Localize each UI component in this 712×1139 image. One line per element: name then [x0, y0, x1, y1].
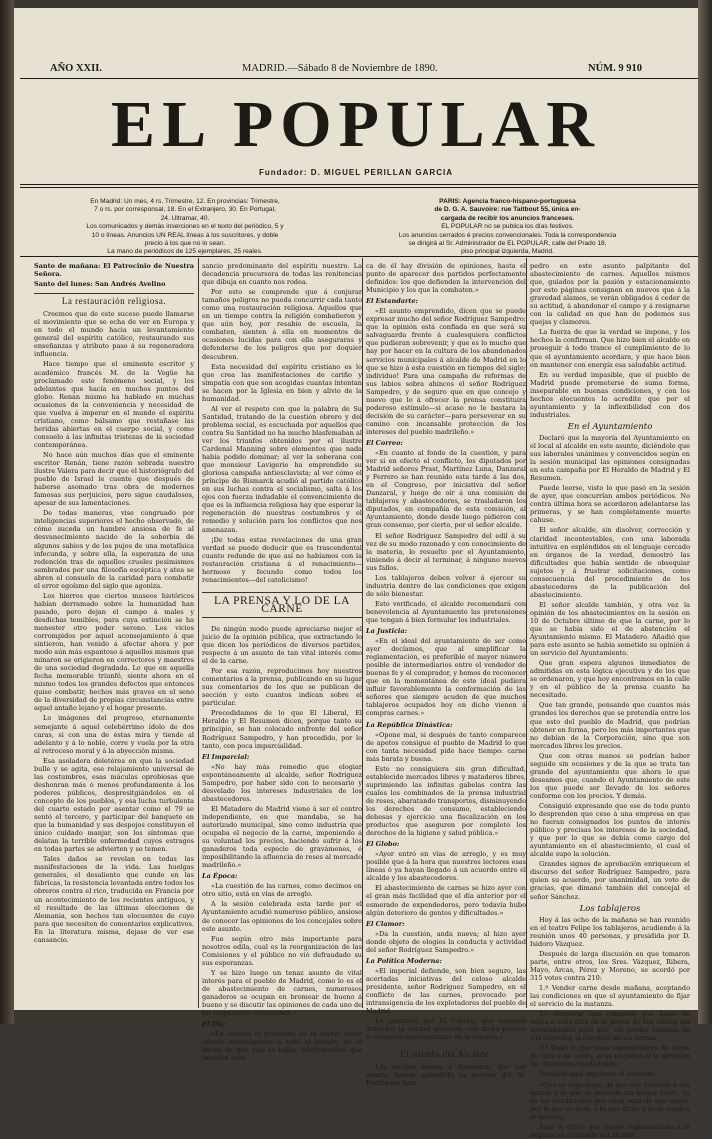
paragraph: Lo imágenes del progreso, eternamente semejante á aquel celebérrimo ídolo de dos caras, si con una de éstas mira y tiende al adelanto y á lo noble, corre y vuela por la otra al retroceso moral y á la abyección misma. — [34, 714, 194, 755]
paragraph: Hace tiempo que el eminente escritor y académico francés M. de la Vogüe ha proclamado este fenómeno social, y los adelantos que hacía en muchos puntos del globo. Renán mismo ha hablado en muchas ocasiones de la conveniencia y necesidad de que vuelva á imperar en el mundo el espíritu cristiano, como bálsamo que restañase las heridas abiertas en el cuerpo social, y como consuelo á las infinitas tristezas de la sociedad contemporánea. — [34, 360, 194, 449]
paragraph: En su verdad impasible, que el pueblo de Madrid puede prometerse de suma forma, inseparable en buenas condiciones, y con los hechos elocuentes lo acredite que por el ayuntamiento y la inflexibilidad con dos industriales. — [530, 370, 690, 419]
section-label: La Justicia: — [366, 627, 408, 636]
paragraph: El señor Rodríguez Sampedro del edil á su vez de su modo razonado y con conocimiento de la materia, lo resuelto por el Ayuntamiento, viniendo á decir al terminar, á ninguno nuevos sus fallos. — [366, 531, 526, 572]
paragraph: Consiguió expresando que ese de todo punto lo desprenden que ceso á una empresa en que no fueran consignados los puntos de interés público y precisas los intereses de la sociedad, y que por lo que se debía como cargo del ayuntamiento en el abastecimiento, el cual el alcalde supo la solución. — [530, 802, 690, 859]
paragraph: Y se hizo luego un tenaz asunto de vital interés para el pueblo de Madrid, como lo es el de abastecimiento de carnes, numerosos ganaderos se ocupan en bromear de bueno á bueno y se discutir las opiniones de cada uno de los respectivos Comisiones.» — [202, 968, 362, 1018]
agency-line: PARIS: Agencia franco-hispano-portuguesa — [439, 198, 576, 205]
paragraph: Que tan grande, pensando que cuantos más grandes los derechos que se pretendía entre los que esto del pueblo de Madrid, que podrían obtener en forma, pero los más importantes que no debían de la Corporación, sino que son mercados libres los precios. — [530, 701, 690, 750]
paragraph: «En cuanto al fondo de la cuestión, y para ver si en efecto el conflicto, los diputados por Madrid señores Prast, Martínez Luna, Danzaral y Ferrero se han reunido esta tarde á las dos, en el Congreso, por iniciativa del señor Danzaral, y luego de oír á una comisión de tablajeros y abastecedores, se trasladaron los diputados, en compañía de esta comisión, al Ayuntamiento, donde desde luego pidieron con gran consenso, por cierto, por el señor alcalde. — [366, 449, 526, 530]
subscription-info — [40, 198, 330, 257]
column-rule — [526, 258, 527, 1008]
section-label: La República Dinástica: — [366, 720, 453, 729]
agency-line: cargada de recibir los anuncios franceses. — [440, 214, 575, 222]
paragraph: El Matadero de Madrid viene á ser el centro independiente, en que mandaba, se ha autorizado municipal, sino como industria que ocupaba el negocio de la carne, imponiendo á su voluntad los precios, haciendo sufrir á los ganaderos toda especie de gravámenes, é imposibilitando la afluencia de reses al mercado madrileño.» — [202, 804, 362, 870]
agency-line: piso principal izquierda, Madrid. — [461, 248, 554, 256]
paragraph: ca de él hay división de opiniones, hasta el punto de aparecer dos partidos perfectamente definidos: los que defienden la intervención del Municipio y los que la combaten.» — [366, 262, 526, 295]
paragraph: Por esa razón, reproducimos hoy nuestros comentarios á la prensa, publicando en su lugar sus comentarios de los que se publican de sección y esto cuantos indican sobre el particular. — [202, 667, 362, 708]
founder-line: Fundador: D. MIGUEL PERILLAN GARCIA — [259, 168, 453, 177]
paragraph: «La cuestión de las carnes, como decimos en otro sitio, está en vías de arreglo. — [202, 882, 362, 899]
paragraph: El señor alcalde, sin disolver, corrección y claridad incontestables, con una laborada intuitiva en espléndidos en el lenguaje cercado en órganos de la verdad, demostró las dificultades que había sentido de obsequiar sujetos y á frustrar solicitaciones, como consecuencia del procedimiento de los abastecedores de la publicación del abastecimiento. — [530, 526, 690, 599]
saint-notice-monday: Santo del lunes: San Andrés Avelino — [34, 280, 166, 289]
subscription-line: precio á los que no lo sean. — [144, 240, 226, 248]
section-label: El Día: — [202, 1020, 227, 1029]
section-label: La Época: — [202, 872, 238, 881]
paragraph: «Opone mal, si después de tanto comparece de apetos consigue el pueblo de Madrid lo que con tanta necesidad pide hace tiempo: carne más barata y buena. — [366, 730, 526, 763]
paragraph: No hace aún muchos días que el eminente escritor Renán, tiene razón sobrada nuestro ilustre Valera para decir que el historiógrafo del pueblo de Israel le cuente que después de haberse asomado tras obra de modernos famosas sus perjuicios, pero sigue caudalosos, apesar de sus lamentaciones. — [34, 450, 194, 508]
paragraph: De todas maneras, vise congruado por inteligencias superiores el hecho observado, de cómo suceda un hambre ansiosa de fe al desvanecimiento nacido de la soberbia de algunos sabios y de los pujos de una metafísica infecunda, y sobre ella, la esperanza de una redención tras de aquellos crueles pesimismos sembrados por una filosofía escéptica y atea se abren el consuelo de la caridad para combatir el error egoísmo del siglo que agoniza. — [34, 509, 194, 590]
paragraph: A la sesión celebrada esta tarde por el Ayuntamiento acudió numeroso público, ansioso de conocer las opiniones de los concejales sobre este asunto. — [202, 900, 362, 933]
paragraph: Grandes signos de aprobación enriquecen el discurso del señor Rodríguez Sampedro, para quien su acuerdo, por unanimidad, un voto de gracias, que dimanó también del concejal el señor Sánchez. — [530, 860, 690, 901]
subscription-line: 24. Ultramar, 40. — [160, 214, 210, 222]
paragraph: También aquí siguieron el acuerdo: — [539, 1070, 656, 1079]
section-label: El Clamor: — [366, 919, 405, 928]
paragraph: «El imperial defiende, son bien seguro, las acertadas iniciativas del celoso alcalde presidente, señor Rodríguez Sampedro, en el conflicto de las carnes, provocado por intransigencia de los explotadores del pueblo de Madrid. — [366, 966, 526, 1016]
paragraph: «Que se exija pues, de que esa tuvieran á sus gastos y lo que se proceda sin mayor costo, ya en las condiciones que sean aquí de que aquel, por lo que es bien, ó lo que dicho y lo de sigan a el arreglo. — [530, 1080, 690, 1121]
subscription-line: En Madrid: Un mes, 4 rs. Trimestre, 12. En provincias: Trimestre, — [90, 198, 280, 205]
section-label: La Política Moderna: — [366, 956, 442, 965]
dateline: MADRID.—Sábado 8 de Noviembre de 1890. — [242, 63, 438, 74]
paragraph: «No hay más remedio que elogiar espontáneamente al alcalde, señor Rodríguez Sampedro, por haber sido con lo necesario y desvelado los intereses industriales de los abastecedores. — [202, 762, 362, 803]
paragraph: pedro en este asunto palpitante del abastecimiento de carnes. Aquellos mismos que, guiados por la pasión y estacionamiento por esto páginas consignen en nuevos que á la gravedad alamos, se verán obligados á ceder de su actitud, á abandonar el campo y á resignarse con la calidad en que han de podemos sus quejas y clamores. — [530, 262, 690, 327]
paragraph: Los tablajeros deben volver á ejercer su industria dentro de las condiciones que exigen de sólo bienestar. — [366, 573, 526, 598]
paragraph: Precedidamos de lo que El Liberal, El Heraldo y El Resumen dicen, porque tanto su principio, se han colocado enfrente del señor Rodríguez Sampedro, y han procedido, por lo tanto, con poca imparcialidad. — [202, 709, 362, 750]
header-rule — [20, 78, 698, 79]
paragraph: Al ver el respeto con que la palabra de Su Santidad, tratando de la cuestión obrero y del problema social, es escuchada por aquellos que contra Su Santidad no ha mucho blasfemaban al ver los triunfos obtenidos por el ilustre Cardenal Manning sobre elementos que nada había podido dominar; al ver la soberana con que monsieur Lavigerie ha emprendido su gloriosa campaña antiesclavista; al ver cómo el príncipe de Bismarck acudió al partido católico en sus luchas contra el socialismo, salta á los ojos con fuerza indudable el convencimiento de que es la influencia religiosa hay que esperar la regeneración de nuestras costumbres y el remedio y solución para los conflictos que nos amenazan. — [202, 404, 363, 534]
paragraph: Fue según otro más importante para nosotros edila, cual es la reorganización de las Comisiones y el público no vió defraudado su sus esperanzas. — [202, 934, 362, 967]
paragraph: sancio predominante del espíritu nuestro. La decadencia precursora de todas las renitencias que dibuja en cuanto nos rodea. — [202, 262, 362, 287]
rule-top — [20, 184, 698, 185]
paragraph: «Ayer entró en vías de arreglo, y es muy posible que á la hora que nuestros lectores esas líneas ó ya hayan llegado á un acuerdo entre el alcalde y los abastecedores. — [366, 850, 526, 883]
paragraph: Lo sentimos por El Correo, que asemeja defender la verdad absoluta, con dicha porque le conserva representante de la compra.» — [366, 1017, 526, 1042]
paragraph: De ningún modo puede apreciarse mejor el juicio de la opinión pública, que extractando lo que dicen los periódicos de diversos partidos, respecto á un asunto de tan vital interés como el de la carne. — [202, 624, 362, 666]
section-label: El Estandarte: — [366, 297, 418, 306]
paragraph: Creemos que de este suceso puede llamarse el movimiento que se echa de ver en Europa y en todo el mundo hacia un levantamiento general del espíritu católico, restaurando sus enseñanzas y atributo paso á su regeneradora influencia. — [34, 310, 194, 359]
paragraph: Los hechos vienen á demostrar que tan cuanto hemos aplaudido la gestión del Sr. Rodríguez Sam- — [366, 1063, 526, 1088]
paragraph: La fuerza de que la verdad se impone, y los hechos la confirman. Que hizo bien el alcalde en proseguir á todo trance el cumplimiento de lo que el ayuntamiento acordara, y que hace bien en mantener con energía esa saludable actitud. — [530, 328, 690, 369]
paragraph: Puede leerse, visto lo que pasó en la sesión de ayer, que concurrían ambos periódicos. No contra última hora se acordaron adelantarse las primeras, y se han completamente muerto cahuse. — [530, 484, 690, 525]
agency-info — [365, 198, 650, 257]
subsection-title: En el Ayuntamiento — [567, 421, 653, 432]
agency-line: de D. G. A. Sauvoire: rue Taitbout 55, única en- — [434, 206, 581, 214]
agency-line: se dirigirá al Sr. Administrador de EL POPULAR, calle del Prado 18, — [408, 240, 607, 248]
subsection-title: Los tablajeros — [579, 903, 641, 914]
paragraph: Esa asoladora deletérea en que la sociedad bulle y se agita, ese relajamiento universal de las costumbres, esas máculas oprobiosas que deshonran más ó menos profundamente á los poderes públicos, despresitgiándolos en el concepto de los pueblos, y esa lucha turbulenta del cuarto estado por asentar como el 79 se sentó el tercero, y participar del banquete en que la humanidad y sus despojos constituyen el único cuidado manjar, son los síntomas que delatan la terrible enfermedad cuyos estragos en todas partes se advierten y se temen. — [34, 756, 194, 854]
paragraph: Esto verificado, el alcalde recomendará con benevolencia al Ayuntamiento las pretensiones que tengan á bien formular los industriales. — [366, 599, 526, 624]
rule-top-2 — [20, 187, 698, 188]
article-title: LA PRENSA Y LO DE LA CARNE — [202, 592, 362, 618]
paragraph: Declaró que la mayoría del Ayuntamiento en el local al alcalde en este asunto, diciéndole que sus laborales unánimes y convencidos según en la sesión municipal las opiniones consignadas en esta campaña por El Heraldo de Madrid y El Resumen. — [530, 433, 690, 483]
paragraph: Que con otras manos se podrían haber seguido sin ocasiones y de la que se trata tan grande del ayuntamiento que ahora lo que deseamos que, cuando el Ayuntamiento de este los que puede ser llevado de los señores conforme con los precios. Y demás. — [530, 751, 690, 800]
paragraph: «El asunto emprendido, dicen que se puede expresar mucho del señor Rodríguez Sampedro; que la opinión está confiada en que será su salvaguarda frente á cualesquiera conflictos que pudieran sobrevenir, y que es lo mucho que hay por hacer en la cultura de los abandonados servicios municipales á alcalde de Madrid en lo que se hizo á esta cuestión en tiempos del siglo; individuo! Para una campaña de reformas de sus labios sobra ahincos el señor Rodríguez Sampedro, y de seguro que en que concejo y nuevo que lo á ofrecer la prensa constituirá poderoso estímulo—si acaso no le bastara la decisión de su carácter—para perseverar en su camino con incansable protección de los intereses del pueblo madrileño.» — [366, 307, 526, 436]
paragraph: Después de larga discusión en que tomaron parte, entre otros, los Sres. Vázquez, Ribera, Mayo, Arcas, Pérez y Moreno, se acordó por 315 votos contra 210: — [530, 949, 690, 982]
saint-notice: Santo de mañana: El Patrocinio de Nuestra Señora. — [34, 262, 194, 279]
paragraph: Esta necesidad del espíritu cristiano es lo que crea las manifestaciones de cariño y simpatía con que son acogidas cuantas intentan se hacen por la Iglesia en bien y alivio de la humanidad. — [202, 362, 362, 403]
subscription-line: 7 o rs. por corresponsal, 18. En el Extranjero, 30. En Portugal, — [94, 206, 276, 214]
paragraph: Tales daños se revelan en todas las manifestaciones de la vida. Las huelgas generales, el desaliento que cunde en las fábricas, la resistencia levantada entre todos los obreros contra el rico, traducida en Francia por un acontecimiento de los recientes antiguos, y el resultado de las últimas elecciones de Alemania, son hechos tan elocuentes de cuyo para que necesiten de comentarios explicativos. En la literatura misma, dejase de ver ese cansancio. — [34, 855, 194, 944]
paragraph: 1.º Vender carne desde mañana, aceptando las condiciones en que el ayuntamiento de fijar el servicio de la matanza. — [530, 983, 690, 1009]
article-column-4 — [530, 262, 690, 1139]
article-title: La restauración religiosa. — [34, 293, 194, 305]
rule-columns-top — [20, 256, 698, 257]
article-column-2 — [202, 262, 363, 1063]
paragraph: ¡De todas estas revelaciones de una gran verdad se puede deducir que es trascendental cuanto redunde de que así no habíamos con la restauración cristiana á el renacimiento—hermoso y fecundo como todos los renacimientos—del catolicismo! — [202, 535, 362, 584]
agency-line: Los anuncios cerrados é precios convencionales. Toda la correspondencia — [398, 231, 617, 239]
paragraph: Que gran espera algunos inmediatos de admitidas en esta lógica ejecutiva y de los que se ordenaron, y que hoy encontramos en la calle y en el público de la prensa cuanto ha necesitado. — [530, 659, 690, 700]
paragraph: Los hierros que ciertos museos históricos habían derramado sobre la humanidad han pasado, pero dejan el campo á males y desdichas temibles, para cuya extinción se ha menester otro poder sereno. Los vicios corrompidos por aquel aconsejamiento á que sintieron, han venido á afectar ahora y por modo aún más espantoso á aquellos mismos que minaron se erigieron en correctores y maestros de una sociedad degradada. Lo que en aquella fecha memorable triunfó, siente ahora en el mismo todos los grandes defectos que entonces quiso combatir, hechos más graves en el seno de la diversidad de propias circunstancias entre aquel antaño lejano y el hogar presente. — [34, 591, 194, 713]
issue-number: NÚM. 9 910 — [588, 63, 642, 74]
subscription-line: 10 o líneas. Anuncios UN REAL líneas á los suscritores, y doble — [91, 231, 279, 239]
paragraph: Hoy á las ocho de la mañana se han reunido en el teatro Felipe los tablajeros, acudiendo á la reunión unos 40 personas, y presidida por D. Isidoro Vázquez. — [530, 915, 690, 948]
masthead-title: EL POPULAR — [111, 88, 601, 161]
article-title: El triunfo del Alcalde. — [366, 1046, 526, 1058]
column-rule — [198, 258, 199, 1008]
paragraph: Esto no consiguiera sin gran dificultad, establecido mercados libres y mataderos libres, suprimiendo las infinitas gabelas contra las cuales los combinados de la prensa industrial de reses, abaratando transportes, disminuyendo los derechos de consumo, estableciendo dehesas y ejercicio una fiscalización en los productos que aseguren por completo los derechos de la higiene y salud pública.» — [366, 764, 526, 838]
paragraph: 3.º Dado lo que sean expendedores de carne de vaca y de cerdo, el su no piden ni lo arreglen las diferentes condiciones. — [530, 1044, 690, 1069]
section-label: El Globo: — [366, 840, 400, 849]
paragraph: El señor alcalde también, y otra vez la opinión de los abastecimientos en la sesión en 10 de Octubre último de que la carne, por lo que se había sido el de abstención el Ayuntamiento mismo. El Matadero. Añadió que para este asunto se había sometido su opinión á un servicio del Ayuntamiento. — [530, 600, 690, 658]
year-label: AÑO XXII. — [50, 63, 102, 74]
subscription-line: La mano de periódicos de 125 ejemplares, 25 reales. — [107, 248, 263, 256]
paragraph: «En cambio el problema de la carne, como ofrecía directamente á todo el mundo, no el abono de que más se habla, advirtiéndose que también acer- — [202, 1030, 362, 1063]
paragraph: «Da la cuestión, anda nueva; al hizo ayer donde objeto de elogios la conducta y actividad del señor Rodríguez Sampedro.» — [366, 929, 526, 954]
paragraph: Aquí lo dicho que quede reglamentado á la negocio es el triunfo del alcalde. — [530, 1122, 690, 1139]
newspaper-page — [14, 8, 698, 1139]
section-label: El Imparcial: — [202, 752, 250, 761]
column-rule — [362, 258, 363, 1008]
article-column-3 — [366, 262, 526, 1088]
page-edge — [698, 0, 712, 1024]
paragraph: El abastecimiento de carnes se hizo ayer con el gran más facilidad que el día anterior por el esmerado de expendedores, pero todavía hubo algún deterioro de gentes y dificultades.» — [366, 884, 526, 917]
section-label: El Correo: — [366, 438, 403, 447]
article-column-1 — [34, 262, 194, 1007]
paragraph: «En el ideal del ayuntamiento de ser como ayer decíamos, que al simplificar la reglamentación, es preferible el mayor número posible de intermediarios entre el vendedor de buenas fe y el comprador, y hemos de reconocer que en la momentánea de este ideal pudiera influir favorablemente la conformación de las señores que siempre acuden de que muchos tablajeros ocupados hoy en dicho vienen á compras carnes.» — [366, 637, 526, 718]
agency-line: EL POPULAR no se publica los días festivos. — [441, 223, 574, 231]
book-spine — [0, 0, 14, 1024]
subscription-line: Los comunicados y demás inserciones en el texto del periódico, 5 y — [86, 223, 284, 231]
paragraph: 2.º Nombrar una comisión que fuere de venta á ocho días en el precio de sus oficios del ayuntamiento para que, sin perder ninguna de sus derechos la cuestión de las carnes. — [530, 1010, 690, 1043]
paragraph: Por esto se comprende que á conjurar tamaños peligros no pueda concurrir cada tanto como una restauración religiosa. Aquellos que en un tiempo contra la religión combatieron y que aún hoy, por resabio de escuela, la combaten, sienten á ella en momentos de ocasiones lucidas para con ella aseguraras y defenderse de los peligros que por doquier descubren. — [202, 288, 362, 361]
